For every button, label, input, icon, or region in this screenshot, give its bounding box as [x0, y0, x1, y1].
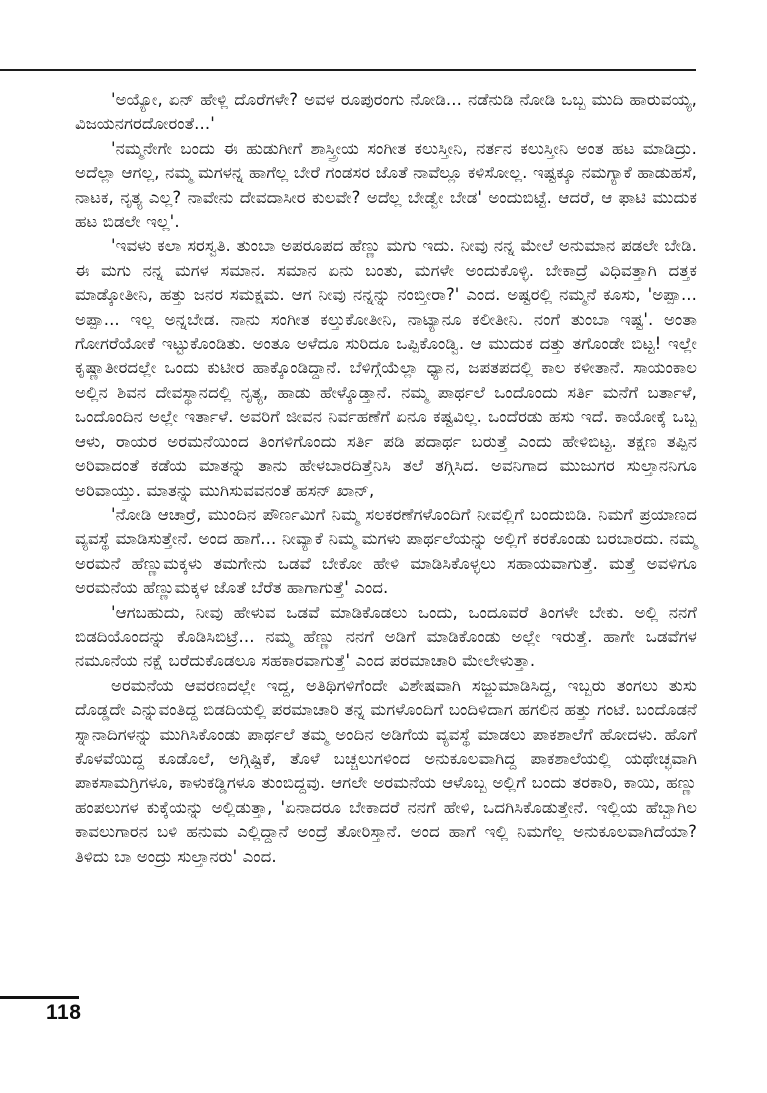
- top-rule: [0, 69, 696, 71]
- paragraph: 'ಇವಳು ಕಲಾ ಸರಸ್ವತಿ. ತುಂಬಾ ಅಪರೂಪದ ಹೆಣ್ಣು ಮಗು ಇದು. ನೀವು ನನ್ನ ಮೇಲೆ ಅನುಮಾನ ಪಡಲೇ ಬೇಡಿ. ಈ ಮಗು ನನ್ನ ಮಗಳ ಸಮಾನ. ಸಮಾನ ಏನು ಬಂತು, ಮಗಳೇ ಅಂದುಕೊಳ್ಳಿ. ಬೇಕಾದ್ರೆ ವಿಧಿವತ್ತಾಗಿ ದತ್ತಕ ಮಾಡ್ಕೋತೀನಿ, ಹತ್ತು ಜನರ ಸಮಕ್ಷಮ. ಆಗ ನೀವು ನನ್ನನ್ನು ನಂಬ್ತೀರಾ?' ಎಂದ. ಅಷ್ಟರಲ್ಲಿ ನಮ್ಮನೆ ಕೂಸು, 'ಅಪ್ಪಾ... ಅಪ್ಪಾ... ಇಲ್ಲ ಅನ್ನಬೇಡ. ನಾನು ಸಂಗೀತ ಕಲ್ತುಕೋತೀನಿ, ನಾಟ್ಯಾನೂ ಕಲೀತೀನಿ. ನಂಗೆ ತುಂಬಾ ಇಷ್ಟ'. ಅಂತಾ ಗೋಗರೆಯೋಕೆ ಇಟ್ಟುಕೊಂಡಿತು. ಅಂತೂ ಅಳೆದೂ ಸುರಿದೂ ಒಪ್ಪಿಕೊಂಡ್ವಿ. ಆ ಮುದುಕ ದತ್ತು ತಗೊಂಡೇ ಬಿಟ್ಟ! ಇಲ್ಲೇ ಕೃಷ್ಣಾತೀರದಲ್ಲೇ ಒಂದು ಕುಟೀರ ಹಾಕ್ಕೊಂಡಿದ್ದಾನೆ. ಬೆಳಿಗ್ಗೆಯೆಲ್ಲಾ ಧ್ಯಾನ, ಜಪತಪದಲ್ಲಿ ಕಾಲ ಕಳೀತಾನೆ. ಸಾಯಂಕಾಲ ಅಲ್ಲಿನ ಶಿವನ ದೇವಸ್ಥಾನದಲ್ಲಿ ನೃತ್ಯ, ಹಾಡು ಹೇಳ್ಕೊಡ್ತಾನೆ. ನಮ್ಮ ಪಾರ್ಥಲೆ ಒಂದೊಂದು ಸರ್ತಿ ಮನೆಗೆ ಬರ್ತಾಳೆ, ಒಂದೊಂದಿನ ಅಲ್ಲೇ ಇರ್ತಾಳೆ. ಅವರಿಗೆ ಜೀವನ ನಿರ್ವಹಣೆಗೆ ಏನೂ ಕಷ್ಟವಿಲ್ಲ. ಒಂದೆರಡು ಹಸು ಇದೆ. ಕಾಯೋಕ್ಕೆ ಒಬ್ಬ ಆಳು, ರಾಯರ ಅರಮನೆಯಿಂದ ತಿಂಗಳಿಗೊಂದು ಸರ್ತಿ ಪಡಿ ಪದಾರ್ಥ ಬರುತ್ತೆ ಎಂದು ಹೇಳಿಬಿಟ್ಟ. ತಕ್ಷಣ ತಪ್ಪಿನ ಅರಿವಾದಂತೆ ಕಡೆಯ ಮಾತನ್ನು ತಾನು ಹೇಳಬಾರದಿತ್ತೆನಿಸಿ ತಲೆ ತಗ್ಗಿಸಿದ. ಅವನಿಗಾದ ಮುಜುಗರ ಸುಲ್ತಾನನಿಗೂ ಅರಿವಾಯ್ತು. ಮಾತನ್ನು ಮುಗಿಸುವವನಂತೆ ಹಸನ್ ಖಾನ್,: [75, 236, 697, 500]
- paragraph: 'ಅಯ್ಯೋ, ಏನ್ ಹೇಳ್ಲಿ ದೊರೆಗಳೇ? ಅವಳ ರೂಪುರಂಗು ನೋಡಿ... ನಡೆನುಡಿ ನೋಡಿ ಒಬ್ಬ ಮುದಿ ಹಾರುವಯ್ಯ, ವಿಜಯನಗರದೋರಂತೆ...': [75, 90, 697, 134]
- body-text: [75, 88, 697, 869]
- paragraph: 'ಆಗಬಹುದು, ನೀವು ಹೇಳುವ ಒಡವೆ ಮಾಡಿಕೊಡಲು ಒಂದು, ಒಂದೂವರೆ ತಿಂಗಳೇ ಬೇಕು. ಅಲ್ಲಿ ನನಗೆ ಬಿಡದಿಯೊಂದನ್ನು ಕೊಡಿಸಿಬಿಟ್ರೆ... ನಮ್ಮ ಹೆಣ್ಣು ನನಗೆ ಅಡಿಗೆ ಮಾಡಿಕೊಂಡು ಅಲ್ಲೇ ಇರುತ್ತೆ. ಹಾಗೇ ಒಡವೆಗಳ ನಮೂನೆಯ ನಕ್ಷೆ ಬರೆದುಕೊಡಲೂ ಸಹಕಾರವಾಗುತ್ತೆ' ಎಂದ ಪರಮಾಚಾರಿ ಮೇಲೇಳುತ್ತಾ.: [75, 602, 697, 671]
- footer-rule: [0, 996, 79, 999]
- paragraph: 'ನೋಡಿ ಆಚಾರ್ರೆ, ಮುಂದಿನ ಪೌರ್ಣಮಿಗೆ ನಿಮ್ಮ ಸಲಕರಣೆಗಳೊಂದಿಗೆ ನೀವಲ್ಲಿಗೆ ಬಂದುಬಿಡಿ. ನಿಮಗೆ ಪ್ರಯಾಣದ ವ್ಯವಸ್ಥೆ ಮಾಡಿಸುತ್ತೇನೆ. ಅಂದ ಹಾಗೆ... ನೀವ್ಯಾಕೆ ನಿಮ್ಮ ಮಗಳು ಪಾರ್ಥಲೆಯನ್ನು ಅಲ್ಲಿಗೆ ಕರಕೊಂಡು ಬರಬಾರದು. ನಮ್ಮ ಅರಮನೆ ಹೆಣ್ಣುಮಕ್ಕಳು ತಮಗೇನು ಒಡವೆ ಬೇಕೋ ಹೇಳಿ ಮಾಡಿಸಿಕೊಳ್ಳಲು ಸಹಾಯವಾಗುತ್ತೆ. ಮತ್ತೆ ಅವಳಿಗೂ ಅರಮನೆಯ ಹೆಣ್ಣುಮಕ್ಕಳ ಜೊತೆ ಬೆರೆತ ಹಾಗಾಗುತ್ತೆ' ಎಂದ.: [75, 504, 697, 598]
- paragraph: ಅರಮನೆಯ ಆವರಣದಲ್ಲೇ ಇದ್ದ, ಅತಿಥಿಗಳಿಗೆಂದೇ ವಿಶೇಷವಾಗಿ ಸಜ್ಜುಮಾಡಿಸಿದ್ದ, ಇಬ್ಬರು ತಂಗಲು ತುಸು ದೊಡ್ಡದೇ ಎನ್ನುವಂತಿದ್ದ ಬಿಡದಿಯಲ್ಲಿ ಪರಮಾಚಾರಿ ತನ್ನ ಮಗಳೊಂದಿಗೆ ಬಂದಿಳಿದಾಗ ಹಗಲಿನ ಹತ್ತು ಗಂಟೆ. ಬಂದೊಡನೆ ಸ್ನಾನಾದಿಗಳನ್ನು ಮುಗಿಸಿಕೊಂಡು ಪಾರ್ಥಲೆ ತಮ್ಮ ಅಂದಿನ ಅಡಿಗೆಯ ವ್ಯವಸ್ಥೆ ಮಾಡಲು ಪಾಕಶಾಲೆಗೆ ಹೋದಳು. ಹೊಗೆ ಕೊಳವೆಯಿದ್ದ ಕೂಡೊಲೆ, ಅಗ್ಗಿಷ್ಟಿಕೆ, ತೊಳೆ ಬಚ್ಚಲುಗಳಿಂದ ಅನುಕೂಲವಾಗಿದ್ದ ಪಾಕಶಾಲೆಯಲ್ಲಿ ಯಥೇಚ್ಛವಾಗಿ ಪಾಕಸಾಮಗ್ರಿಗಳೂ, ಕಾಳುಕಡ್ಡಿಗಳೂ ತುಂಬಿದ್ದವು. ಆಗಲೇ ಅರಮನೆಯ ಆಳೊಬ್ಬ ಅಲ್ಲಿಗೆ ಬಂದು ತರಕಾರಿ, ಕಾಯಿ, ಹಣ್ಣು ಹಂಪಲುಗಳ ಕುಕ್ಕೆಯನ್ನು ಅಲ್ಲಿಡುತ್ತಾ, 'ಏನಾದರೂ ಬೇಕಾದರೆ ನನಗೆ ಹೇಳಿ, ಒದಗಿಸಿಕೊಡುತ್ತೇನೆ. ಇಲ್ಲಿಯ ಹೆಬ್ಬಾಗಿಲ ಕಾವಲುಗಾರನ ಬಳಿ ಹನುಮ ಎಲ್ಲಿದ್ದಾನೆ ಅಂದ್ರೆ ತೋರಿಸ್ತಾನೆ. ಅಂದ ಹಾಗೆ ಇಲ್ಲಿ ನಿಮಗೆಲ್ಲ ಅನುಕೂಲವಾಗಿದೆಯಾ? ತಿಳಿದು ಬಾ ಅಂದ್ರು ಸುಲ್ತಾನರು' ಎಂದ.: [75, 675, 697, 866]
- paragraph: 'ನಮ್ಮನೇಗೇ ಬಂದು ಈ ಹುಡುಗೀಗೆ ಶಾಸ್ತ್ರೀಯ ಸಂಗೀತ ಕಲುಸ್ತೀನಿ, ನರ್ತನ ಕಲುಸ್ತೀನಿ ಅಂತ ಹಟ ಮಾಡಿದ್ರು. ಅದೆಲ್ಲಾ ಆಗಲ್ಲ, ನಮ್ಮ ಮಗಳನ್ನ ಹಾಗೆಲ್ಲ ಬೇರೆ ಗಂಡಸರ ಜೊತೆ ನಾವೆಲ್ಲೂ ಕಳಿಸೋಲ್ಲ. ಇಷ್ಟಕ್ಕೂ ನಮಗ್ಯಾಕೆ ಹಾಡುಹಸೆ, ನಾಟಕ, ನೃತ್ಯ ಎಲ್ಲ? ನಾವೇನು ದೇವದಾಸೀರ ಕುಲವೇ? ಅದೆಲ್ಲ ಬೇಡ್ವೇ ಬೇಡ' ಅಂದುಬಿಟ್ಟೆ. ಆದರೆ, ಆ ಫಾಟಿ ಮುದುಕ ಹಟ ಬಿಡಲೇ ಇಲ್ಲ'.: [75, 138, 697, 232]
- page-number: 118: [46, 1001, 82, 1024]
